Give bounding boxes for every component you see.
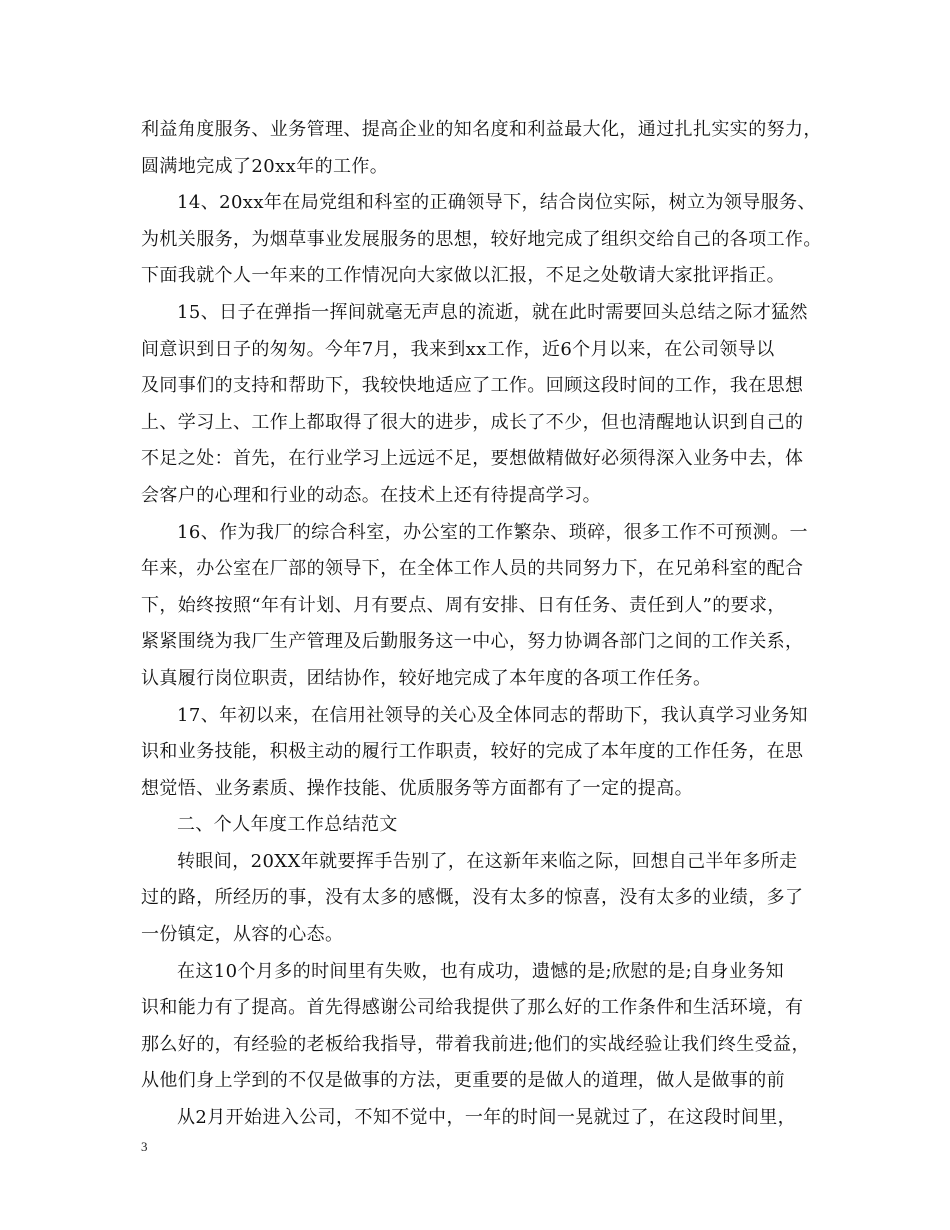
- text-line: 一份镇定，从容的心态。: [141, 924, 344, 946]
- text-line: 年来，办公室在厂部的领导下，在全体工作人员的共同努力下，在兄弟科室的配合: [141, 558, 804, 580]
- text-line: 那么好的，有经验的老板给我指导，带着我前进;他们的实战经验让我们终生受益，: [141, 1033, 810, 1055]
- text-line: 从他们身上学到的不仅是做事的方法，更重要的是做人的道理，做人是做事的前: [141, 1070, 785, 1092]
- text-line: 间意识到日子的匆匆。今年7月，我来到xx工作，近6个月以来，在公司领导以: [141, 338, 775, 360]
- text-line: 下面我就个人一年来的工作情况向大家做以汇报，不足之处敬请大家批评指正。: [141, 265, 785, 287]
- text-line: 转眼间，20XX年就要挥手告别了，在这新年来临之际，回想自己半年多所走: [177, 850, 798, 872]
- text-line: 16、作为我厂的综合科室，办公室的工作繁杂、琐碎，很多工作不可预测。一: [177, 521, 808, 543]
- text-line: 认真履行岗位职责，团结协作，较好地完成了本年度的各项工作任务。: [141, 667, 712, 689]
- text-line: 14、20xx年在局党组和科室的正确领导下，结合岗位实际，树立为领导服务、: [177, 192, 816, 214]
- text-line: 从2月开始进入公司，不知不觉中，一年的时间一晃就过了，在这段时间里，: [177, 1107, 797, 1129]
- text-line: 为机关服务，为烟草事业发展服务的思想，较好地完成了组织交给自己的各项工作。: [141, 228, 822, 250]
- text-line: 在这10个月多的时间里有失败，也有成功，遗憾的是;欣慰的是;自身业务知: [177, 960, 785, 982]
- text-line: 15、日子在弹指一挥间就毫无声息的流逝，就在此时需要回头总结之际才猛然: [177, 301, 808, 323]
- text-line: 会客户的心理和行业的动态。在技术上还有待提高学习。: [141, 484, 601, 506]
- text-line: 上、学习上、工作上都取得了很大的进步，成长了不少，但也清醒地认识到自己的: [141, 411, 804, 433]
- text-line: 识和能力有了提高。首先得感谢公司给我提供了那么好的工作条件和生活环境，有: [141, 997, 804, 1019]
- text-line: 不足之处：首先，在行业学习上远远不足，要想做精做好必须得深入业务中去，体: [141, 448, 804, 470]
- document-body: [141, 112, 831, 1137]
- section-heading: 二、个人年度工作总结范文: [177, 814, 398, 836]
- text-line: 利益角度服务、业务管理、提高企业的知名度和利益最大化，通过扎扎实实的努力，: [141, 119, 822, 140]
- page-number: 3: [141, 1139, 148, 1154]
- text-line: 想觉悟、业务素质、操作技能、优质服务等方面都有了一定的提高。: [141, 777, 693, 799]
- text-line: 紧紧围绕为我厂生产管理及后勤服务这一中心，努力协调各部门之间的工作关系，: [141, 631, 804, 653]
- text-line: 识和业务技能，积极主动的履行工作职责，较好的完成了本年度的工作任务，在思: [141, 741, 804, 763]
- text-line: 及同事们的支持和帮助下，我较快地适应了工作。回顾这段时间的工作，我在思想: [141, 375, 804, 397]
- text-line: 圆满地完成了20xx年的工作。: [141, 155, 389, 177]
- text-line: 过的路，所经历的事，没有太多的感慨，没有太多的惊喜，没有太多的业绩，多了: [141, 887, 804, 909]
- text-line: 下，始终按照“年有计划、月有要点、周有安排、日有任务、责任到人”的要求，: [141, 594, 786, 616]
- text-line: 17、年初以来，在信用社领导的关心及全体同志的帮助下，我认真学习业务知: [177, 704, 808, 726]
